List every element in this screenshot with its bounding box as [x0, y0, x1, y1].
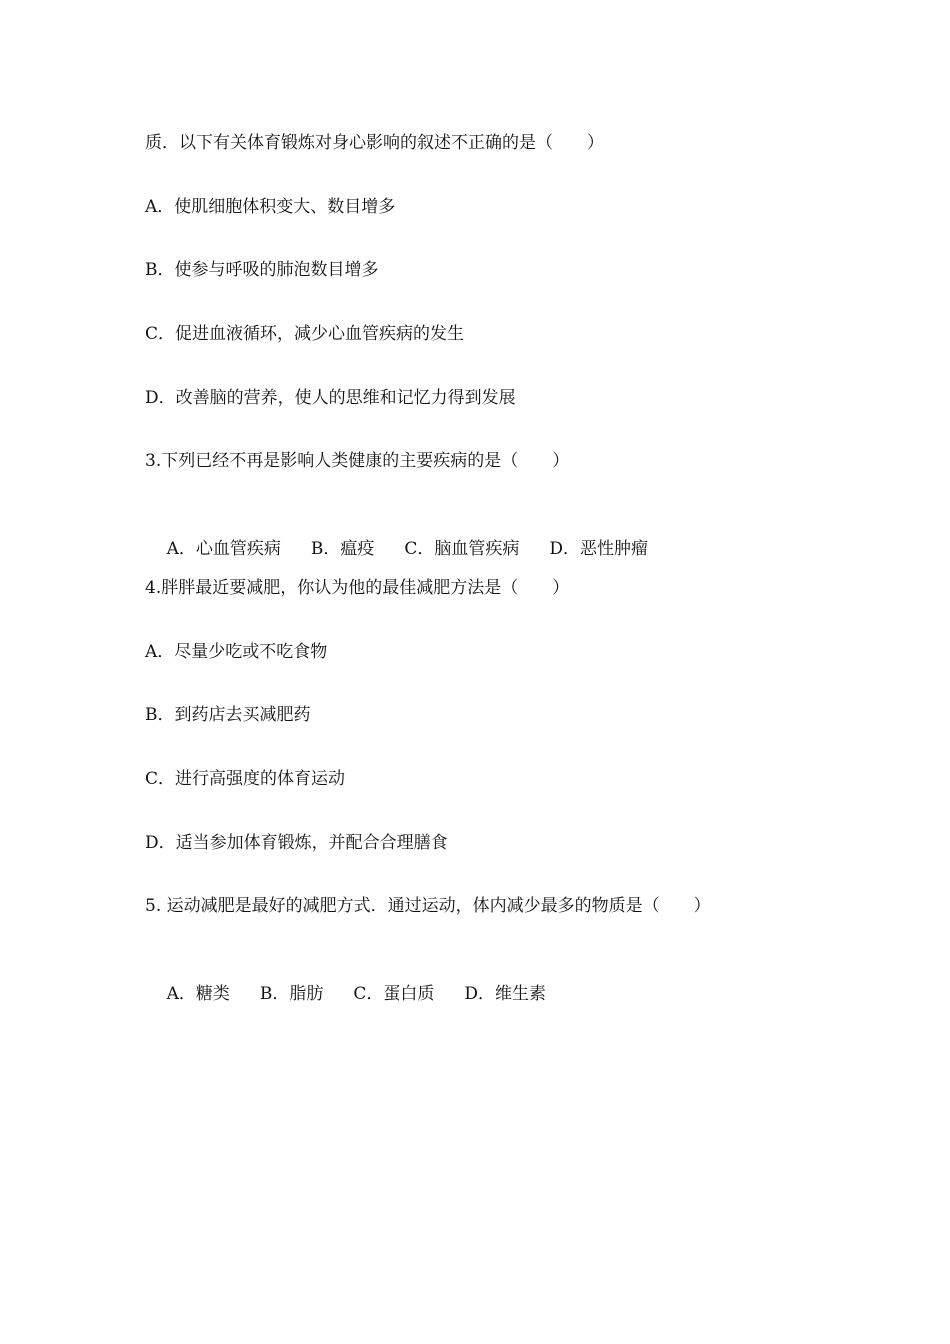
question-3-option-b: B．瘟疫: [310, 539, 375, 559]
question-4-option-c: C．进行高强度的体育运动: [145, 769, 346, 789]
question-3-option-d: D．恶性肿瘤: [549, 539, 649, 559]
question-4-option-b: B．到药店去买减肥药: [145, 705, 311, 725]
question-5-option-a: A．糖类: [166, 984, 230, 1004]
question-2-stem: 质．以下有关体育锻炼对身心影响的叙述不正确的是（ ）: [145, 133, 604, 153]
question-5-option-c: C．蛋白质: [353, 984, 435, 1004]
question-2-option-c: C．促进血液循环，减少心血管疾病的发生: [145, 324, 465, 344]
question-4-option-d: D．适当参加体育锻炼，并配合合理膳食: [145, 833, 448, 853]
question-3-stem: 3.下列已经不再是影响人类健康的主要疾病的是（ ）: [145, 451, 570, 471]
question-5-stem: 5. 运动减肥是最好的减肥方式．通过运动，体内减少最多的物质是（ ）: [145, 896, 711, 916]
question-3-option-c: C．脑血管疾病: [404, 539, 520, 559]
question-3-options: [145, 513, 648, 585]
question-5-option-d: D．维生素: [464, 984, 547, 1004]
question-2-option-b: B．使参与呼吸的肺泡数目增多: [145, 260, 379, 280]
question-4-option-a: A．尽量少吃或不吃食物: [145, 642, 328, 662]
question-2-option-d: D．改善脑的营养，使人的思维和记忆力得到发展: [145, 388, 516, 408]
question-5-option-b: B．脂肪: [259, 984, 324, 1004]
question-5-options: [145, 958, 546, 1030]
question-2-option-a: A．使肌细胞体积变大、数目增多: [145, 197, 396, 217]
question-4-stem: 4.胖胖最近要减肥，你认为他的最佳减肥方法是（ ）: [145, 578, 570, 598]
question-3-option-a: A．心血管疾病: [166, 539, 281, 559]
